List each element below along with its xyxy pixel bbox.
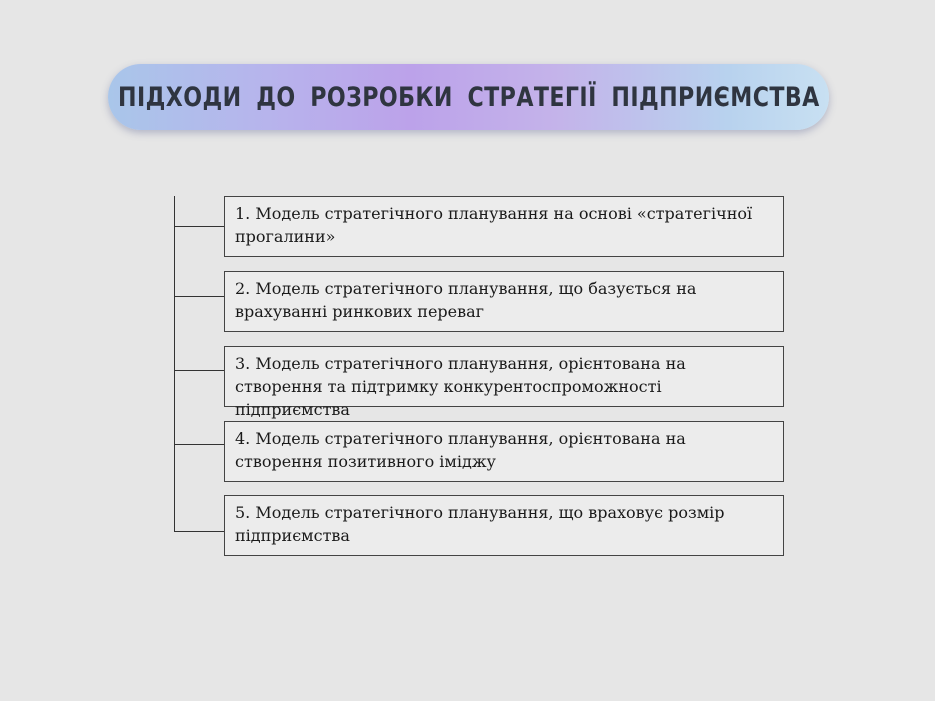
connector-branch-2 bbox=[174, 296, 224, 297]
approach-text-5: 5. Модель стратегічного планування, що враховує розмір підприємства bbox=[235, 503, 725, 545]
page-title: ПІДХОДИ ДО РОЗРОБКИ СТРАТЕГІЇ ПІДПРИЄМСТВА bbox=[117, 81, 820, 113]
approach-box-3 bbox=[224, 346, 784, 419]
approach-text-4: 4. Модель стратегічного планування, орієнтована на створення позитивного іміджу bbox=[235, 429, 686, 471]
approach-box-1 bbox=[224, 196, 784, 257]
connector-branch-3 bbox=[174, 370, 224, 371]
approach-box-4 bbox=[224, 421, 784, 482]
approach-box-5 bbox=[224, 495, 784, 556]
approach-text-1: 1. Модель стратегічного планування на основі «стратегічної прогалини» bbox=[235, 204, 753, 246]
approach-box-2 bbox=[224, 271, 784, 332]
approach-text-2: 2. Модель стратегічного планування, що базується на врахуванні ринкових переваг bbox=[235, 279, 697, 321]
connector-branch-1 bbox=[174, 226, 224, 227]
connector-branch-4 bbox=[174, 444, 224, 445]
approach-text-3: 3. Модель стратегічного планування, орієнтована на створення та підтримку конкурентоспроможності підприємства bbox=[235, 354, 686, 419]
connector-trunk bbox=[174, 196, 175, 532]
connector-branch-5 bbox=[174, 531, 224, 532]
